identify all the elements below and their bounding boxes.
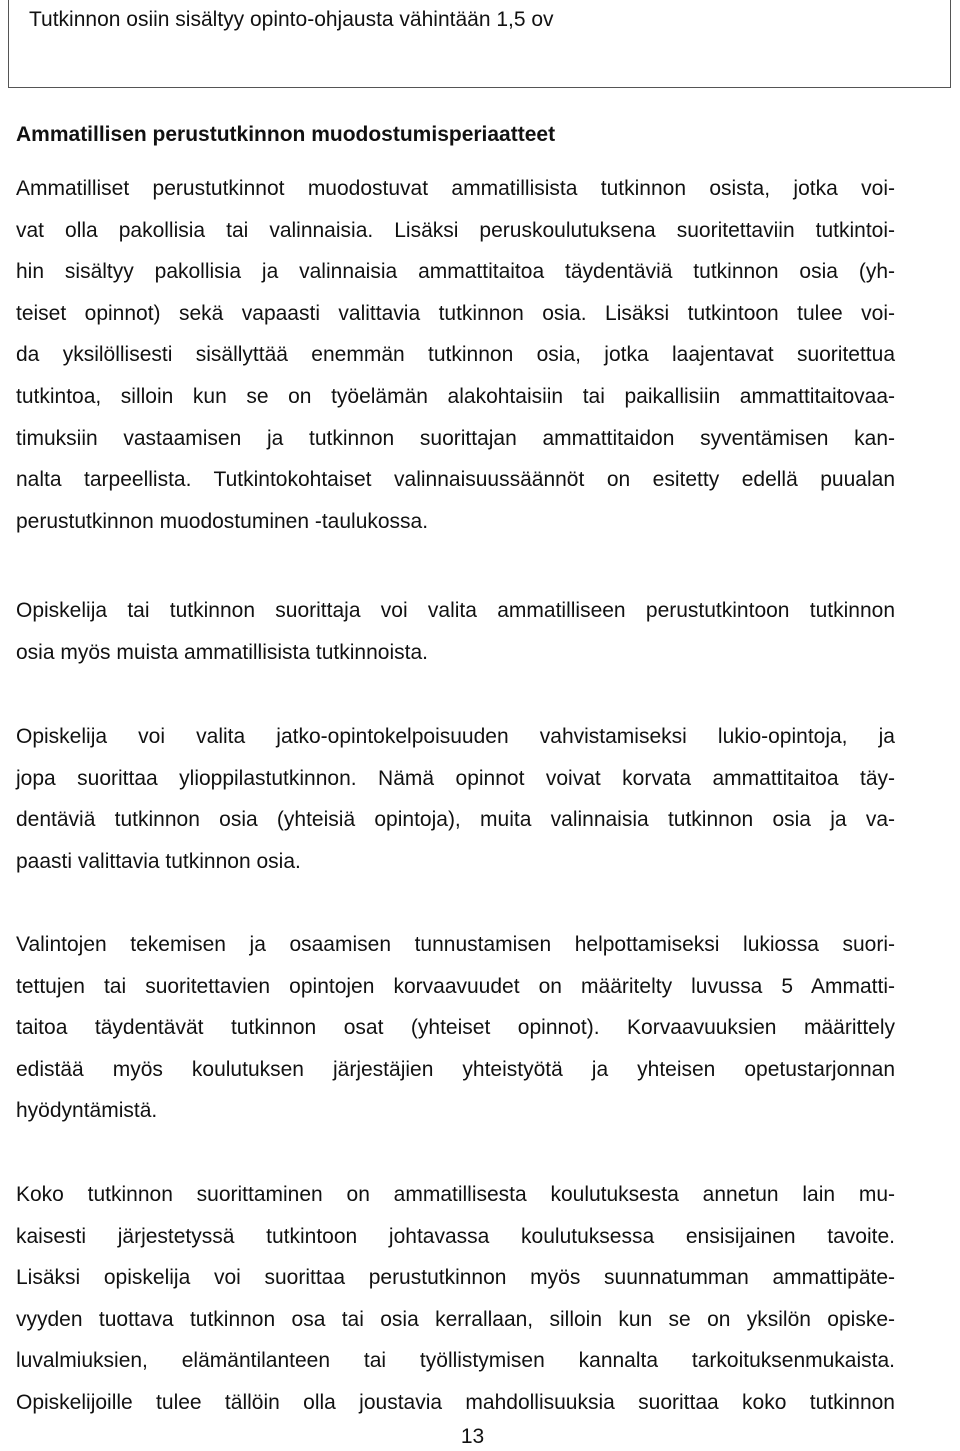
text-line: vat olla pakollisia tai valinnaisia. Lisäksi peruskoulutuksena suoritettaviin tutkintoi-: [16, 218, 895, 242]
text-line: nalta tarpeellista. Tutkintokohtaiset valinnaisuussäännöt on esitetty edellä puualan: [16, 468, 895, 492]
text-line: taitoa täydentävät tutkinnon osat (yhteiset opinnot). Korvaavuuksien määrittely: [16, 1016, 895, 1040]
text-line: Lisäksi opiskelija voi suorittaa perustutkinnon myös suunnatumman ammattipäte-: [16, 1266, 895, 1290]
text-line: osia myös muista ammatillisista tutkinnoista.: [16, 640, 428, 664]
text-line: timuksiin vastaamisen ja tutkinnon suorittajan ammattitaidon syventämisen kan-: [16, 426, 895, 450]
page-number: 13: [460, 1425, 485, 1448]
text-line: kaisesti järjestetyssä tutkintoon johtavassa koulutuksessa ensisijainen tavoite.: [16, 1224, 895, 1248]
paragraph-other-qualifications: [16, 590, 895, 673]
text-line: perustutkinnon muodostuminen -taulukossa.: [16, 509, 429, 533]
text-line: Opiskelija tai tutkinnon suorittaja voi valita ammatilliseen perustutkintoon tutkinnon: [16, 599, 895, 622]
boxed-note-text: Tutkinnon osiin sisältyy opinto-ohjausta vähintään 1,5 ov: [29, 8, 554, 31]
text-line: tutkintoa, silloin kun se on työelämän alakohtaisiin tai paikallisiin ammattitaitovaa-: [16, 384, 895, 408]
text-line: Valintojen tekemisen ja osaamisen tunnustamisen helpottamiseksi lukiossa suori-: [16, 933, 895, 956]
text-line: paasti valittavia tutkinnon osia.: [16, 849, 301, 873]
text-line: Koko tutkinnon suorittaminen on ammatillisesta koulutuksesta annetun lain mu-: [16, 1183, 895, 1206]
section-heading: Ammatillisen perustutkinnon muodostumisperiaatteet: [16, 123, 556, 146]
text-line: luvalmiuksien, elämäntilanteen tai työllistymisen kannalta tarkoituksenmukaista.: [16, 1349, 895, 1373]
text-line: hyödyntämistä.: [16, 1099, 158, 1123]
paragraph-completing-qualification: [16, 1174, 895, 1424]
paragraph-recognition-of-learning: [16, 924, 895, 1132]
text-line: jopa suorittaa ylioppilastutkinnon. Nämä opinnot voivat korvata ammattitaitoa täy-: [16, 766, 895, 790]
text-line: Opiskelija voi valita jatko-opintokelpoisuuden vahvistamiseksi lukio-opintoja, ja: [16, 725, 895, 748]
text-line: teiset opinnot) sekä vapaasti valittavia tutkinnon osia. Lisäksi tutkintoon tulee voi-: [16, 301, 895, 325]
paragraph-upper-secondary-studies: [16, 716, 895, 882]
text-line: Ammatilliset perustutkinnot muodostuvat ammatillisista tutkinnon osista, jotka voi-: [16, 177, 895, 200]
text-line: tettujen tai suoritettavien opintojen korvaavuudet on määritelty luvussa 5 Ammatti-: [16, 974, 895, 998]
text-line: da yksilöllisesti sisällyttää enemmän tutkinnon osia, jotka laajentavat suoritettua: [16, 343, 895, 367]
text-line: vyyden tuottava tutkinnon osa tai osia kerrallaan, silloin kun se on yksilön opiske-: [16, 1307, 895, 1331]
text-line: edistää myös koulutuksen järjestäjien yhteistyötä ja yhteisen opetustarjonnan: [16, 1057, 895, 1081]
text-line: Opiskelijoille tulee tällöin olla joustavia mahdollisuuksia suorittaa koko tutkinnon: [16, 1390, 895, 1414]
text-line: hin sisältyy pakollisia ja valinnaisia ammattitaitoa täydentäviä tutkinnon osia (yh-: [16, 260, 895, 284]
text-line: dentäviä tutkinnon osia (yhteisiä opintoja), muita valinnaisia tutkinnon osia ja va-: [16, 808, 895, 832]
paragraph-composition-principles: [16, 168, 895, 542]
boxed-note: [8, 0, 951, 88]
